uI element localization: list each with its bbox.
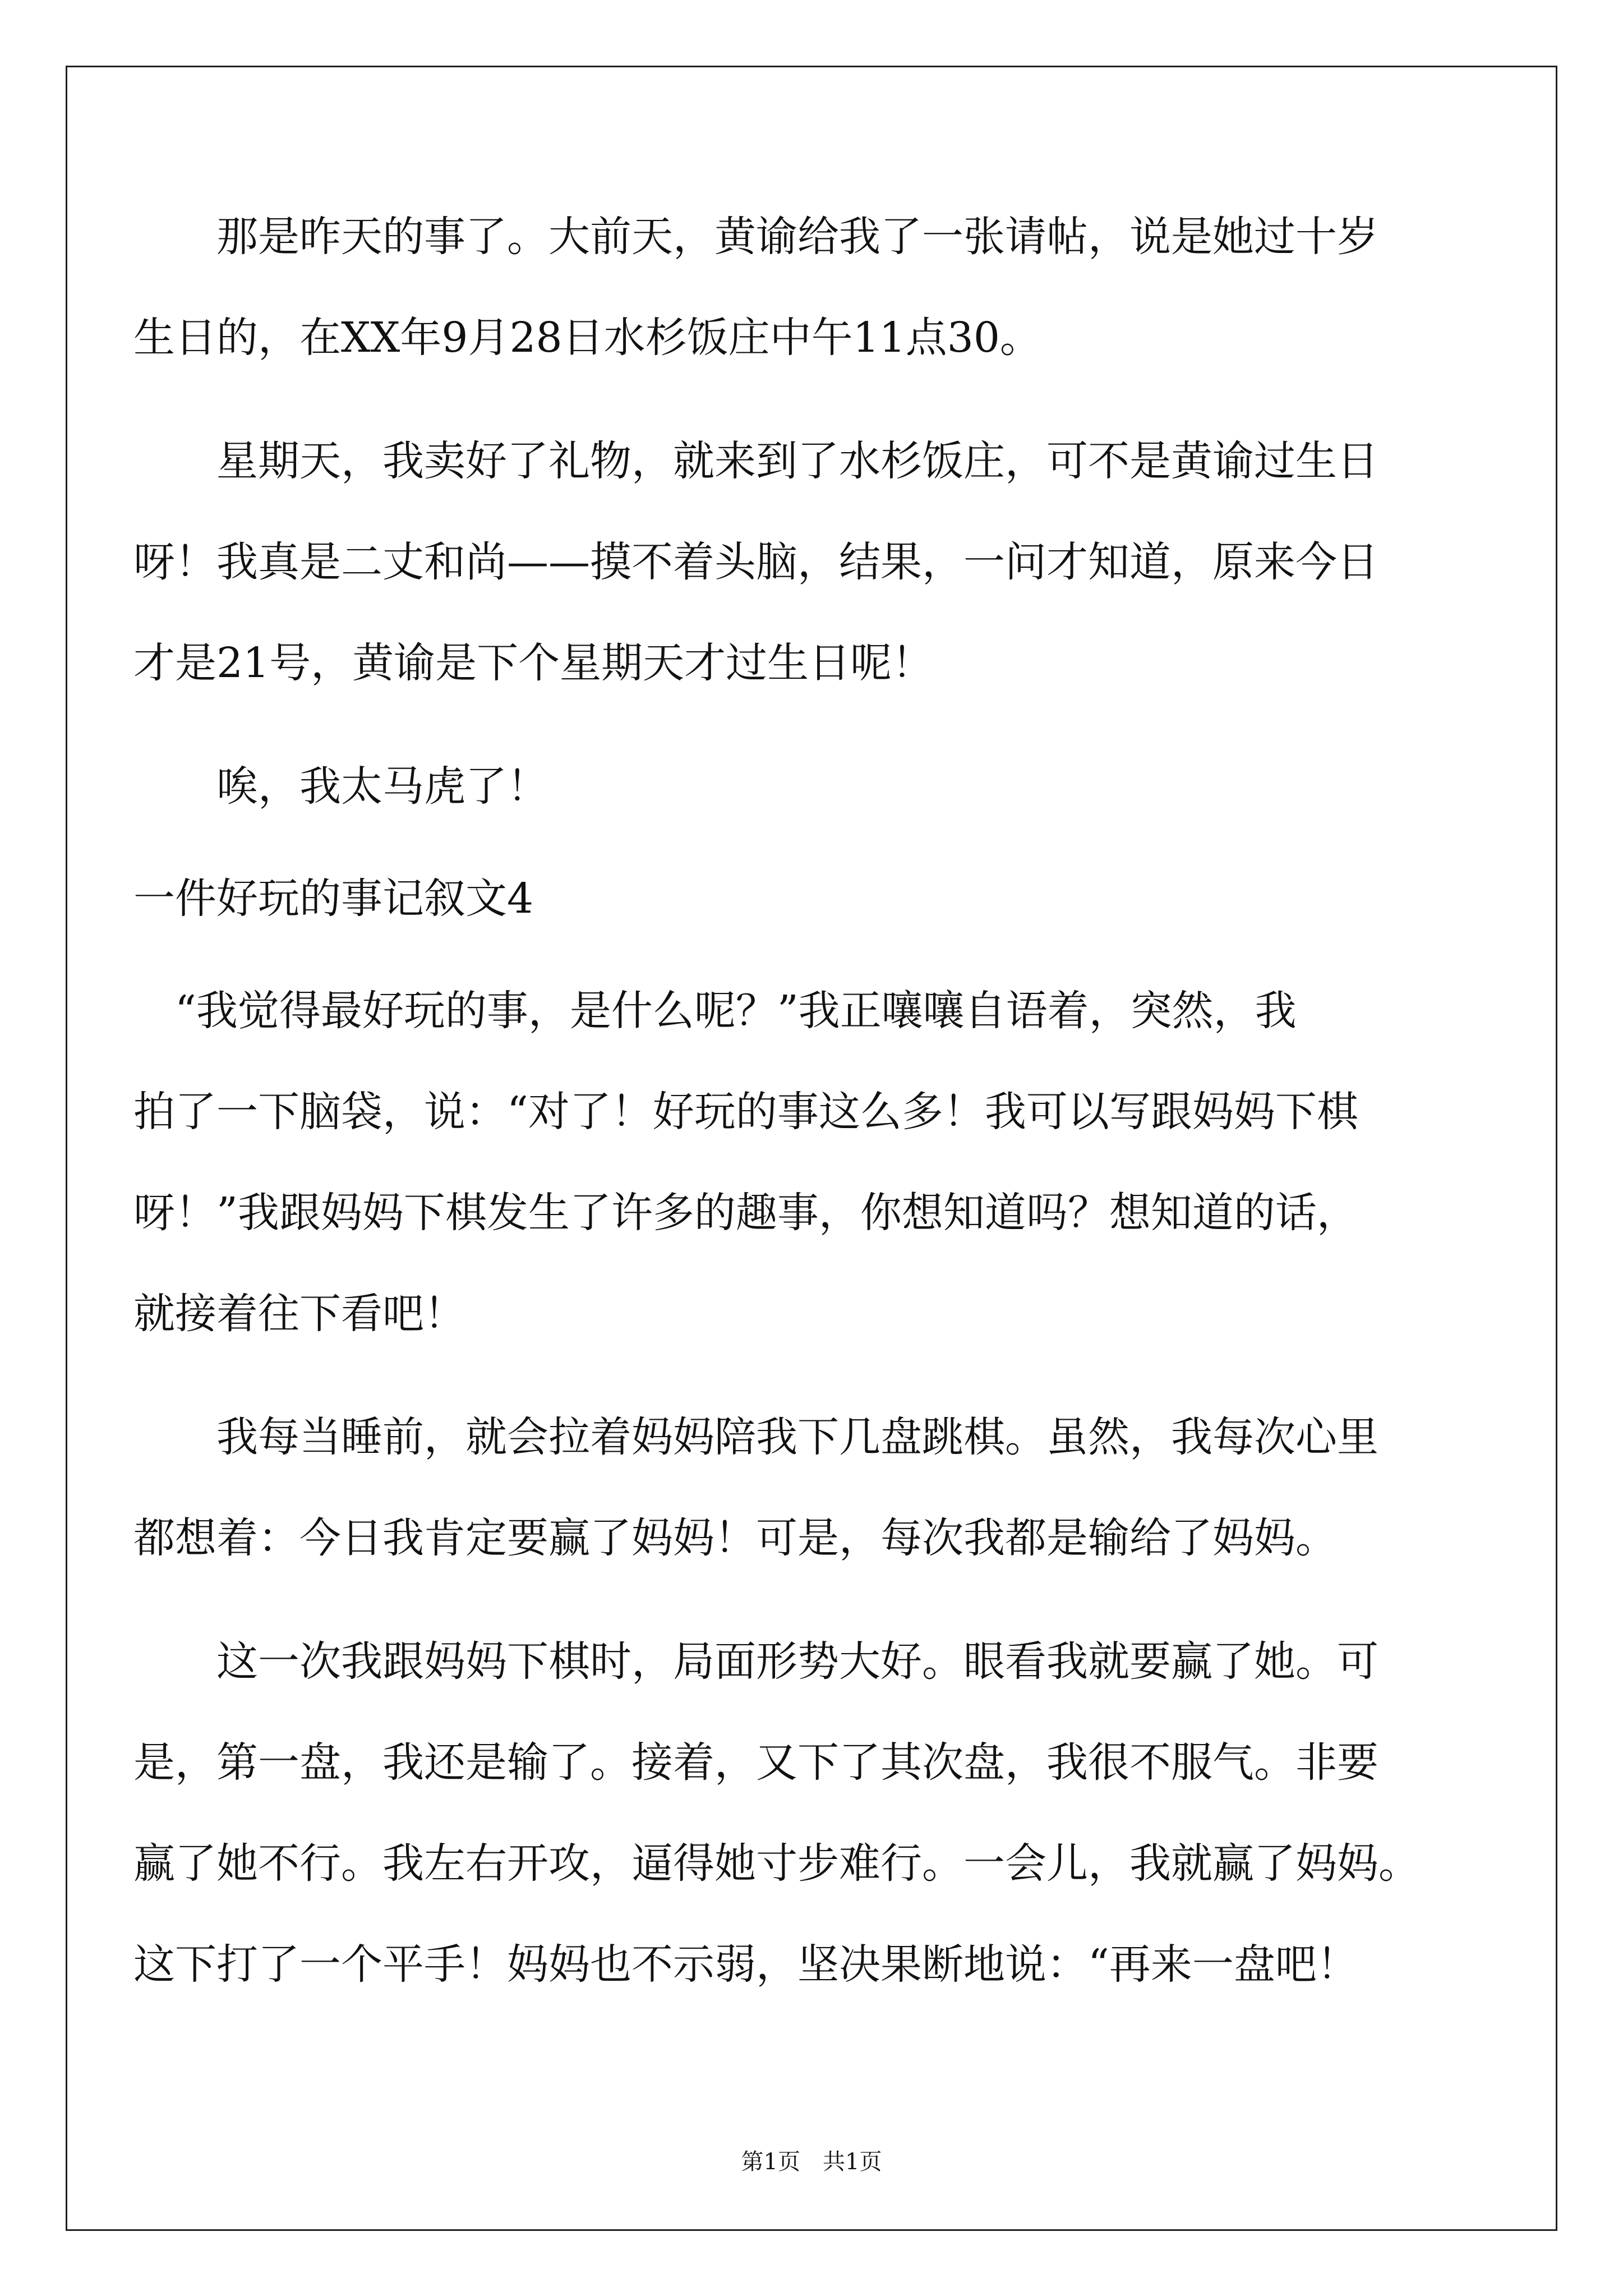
- text-line: 那是昨天的事了。大前天，黄谕给我了一张请帖，说是她过十岁: [133, 213, 1378, 261]
- text-line: 星期天，我卖好了礼物，就来到了水杉饭庄，可不是黄谕过生日: [133, 437, 1378, 485]
- text-line: 都想着：今日我肯定要赢了妈妈！可是，每次我都是输给了妈妈。: [133, 1514, 1337, 1562]
- page-border: [66, 66, 1557, 2231]
- text-line: “我觉得最好玩的事，是什么呢？”我正嚷嚷自语着，突然，我: [133, 987, 1297, 1035]
- page-footer: 第1页 共1页: [741, 2149, 882, 2175]
- text-line: 我每当睡前，就会拉着妈妈陪我下几盘跳棋。虽然，我每次心里: [133, 1413, 1378, 1461]
- text-line: 这一次我跟妈妈下棋时，局面形势大好。眼看我就要赢了她。可: [133, 1637, 1378, 1686]
- text-line: 就接着往下看吧！: [133, 1290, 465, 1338]
- text-line: 才是21号，黄谕是下个星期天才过生日呢！: [133, 639, 934, 687]
- text-line: 生日的，在XX年9月28日水杉饭庄中午11点30。: [133, 314, 1041, 362]
- text-line: 赢了她不行。我左右开攻，逼得她寸步难行。一会儿，我就赢了妈妈。: [133, 1839, 1420, 1888]
- text-line: 是，第一盘，我还是输了。接着，又下了其次盘，我很不服气。非要: [133, 1738, 1378, 1787]
- text-line: 这下打了一个平手！妈妈也不示弱，坚决果断地说：“再来一盘吧！: [133, 1940, 1358, 1989]
- section-heading: 一件好玩的事记叙文4: [133, 875, 534, 923]
- text-line: 呀！”我跟妈妈下棋发生了许多的趣事，你想知道吗？想知道的话，: [133, 1189, 1358, 1237]
- text-line: 呀！我真是二丈和尚——摸不着头脑，结果，一问才知道，原来今日: [133, 538, 1378, 586]
- text-line: 唉，我太马虎了！: [133, 762, 548, 811]
- text-line: 拍了一下脑袋，说：“对了！好玩的事这么多！我可以写跟妈妈下棋: [133, 1088, 1358, 1136]
